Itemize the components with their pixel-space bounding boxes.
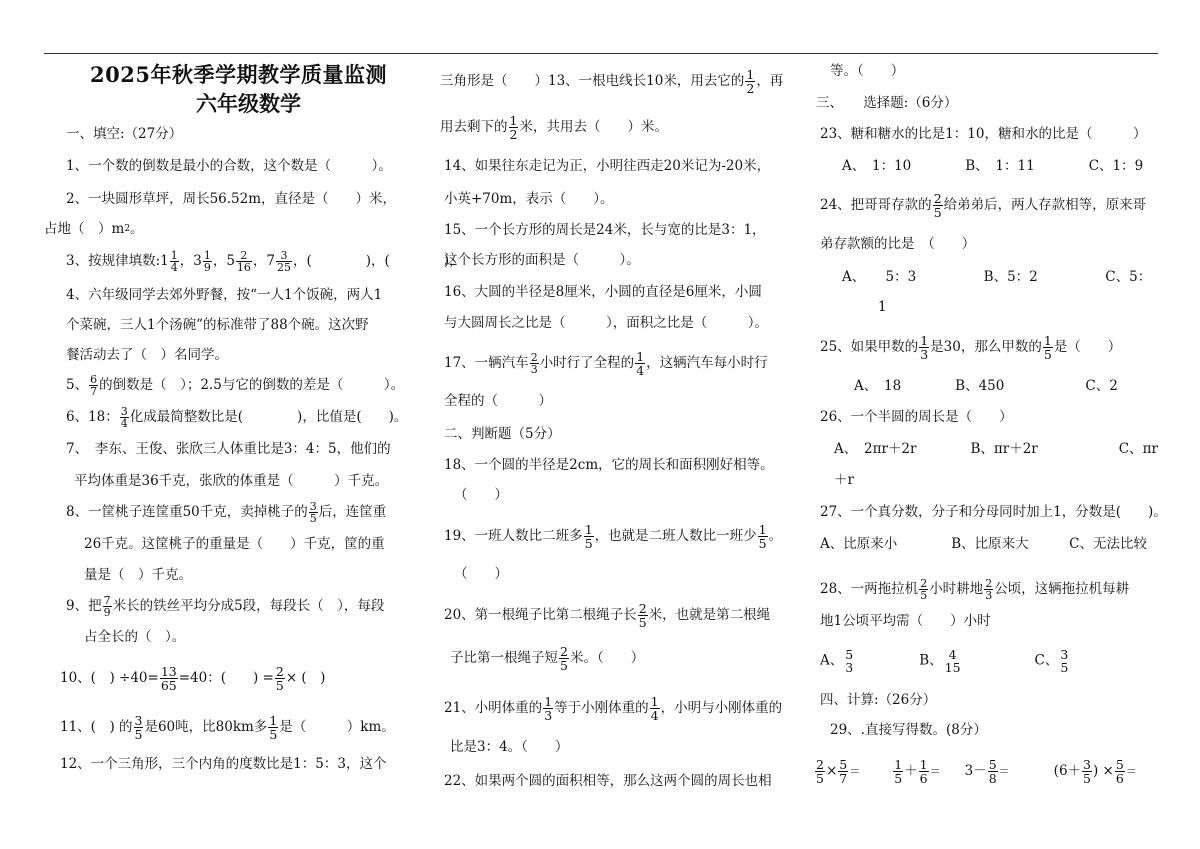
question-6: 6、18： $\frac{3}{4}$ 化成最简整数比是( )，比值是( )。 <box>66 405 408 430</box>
question-16: 16、大圆的半径是8厘米，小圆的直径是6厘米，小圆 <box>444 284 762 300</box>
fraction: 5 3 <box>845 647 854 675</box>
fraction: $\frac{2}{5}$ <box>920 577 928 602</box>
fraction: $\frac{2}{3}$ <box>985 577 993 602</box>
section-calculation: 四、计算:（26分） <box>820 692 937 708</box>
fraction: 3 5 <box>1060 647 1069 675</box>
question-15: 15、一个长方形的周长是24米，长与宽的比是3：1， <box>444 222 766 238</box>
top-rule <box>44 53 1158 54</box>
question-9-cont: 占全长的（ ）。 <box>84 629 186 645</box>
question-29: 29、.直接写得数。(8分） <box>830 722 987 738</box>
question-26-options: A、 2πr＋2r B、πr＋2r C、πr <box>834 441 1158 457</box>
fraction: $\frac{7}{9}$ <box>103 594 111 619</box>
question-14: 14、如果往东走记为正，小明往西走20米记为-20米， <box>444 158 771 174</box>
question-10: 10、( ) ÷40= $\frac{13}{65}$ =40：( ) = $\frac{2}{5}$ × ( ) <box>60 664 326 693</box>
question-27-options: A、比原来小 B、比原来大 C、无法比较 <box>820 536 1147 552</box>
fraction: $\frac{1}{3}$ <box>920 333 929 362</box>
question-2-cont: 占地（ ）$m^2$。 <box>44 221 144 237</box>
question-25: 25、如果甲数的 $\frac{1}{3}$ 是30，那么甲数的 $\frac{1}{5}$ 是（ ） <box>820 333 1122 362</box>
question-20-cont: 子比第一根绳子短 $\frac{2}{5}$ 米。（ ） <box>450 644 645 673</box>
fraction: $\frac{2}{5}$ <box>638 601 647 630</box>
fraction: $\frac{1}{3}$ <box>544 694 553 723</box>
section-true-false: 二、判断题（5分） <box>444 426 561 442</box>
question-24-options: A、 5：3 B、5：2 C、5： <box>842 269 1152 285</box>
fraction: $\frac{1}{2}$ <box>746 67 755 96</box>
question-4-cont: 个菜碗，三人1个汤碗”的标准带了88个碗。这次野 <box>66 317 369 333</box>
question-4: 4、六年级同学去郊外野餐，按“一人1个饭碗，两人1 <box>66 287 383 303</box>
fraction: $\frac{1}{5}$ <box>758 522 767 551</box>
question-18: 18、一个圆的半径是2cm，它的周长和面积刚好相等。 <box>444 457 774 473</box>
calc-row <box>814 758 1137 785</box>
question-7: 7、 李东、王俊、张欣三人体重比是3：4：5，他们的 <box>66 441 391 457</box>
question-21: 21、小明体重的 $\frac{1}{3}$ 等于小刚体重的 $\frac{1}{4}$ ，小明与小刚体重的 <box>444 694 783 723</box>
question-19-answer: （ ） <box>454 566 508 582</box>
question-18-answer: （ ） <box>454 487 508 503</box>
fraction: $\frac{3}{5}$ <box>309 500 317 525</box>
fraction: $\frac{2}{5}$ <box>560 644 568 673</box>
section-choice: 三、 选择题:（6分） <box>816 95 958 111</box>
question-23: 23、糖和糖水的比是1：10，糖和水的比是（ ） <box>820 126 1147 142</box>
fraction: 4 15 <box>944 647 961 675</box>
question-14-cont: 小英+70m，表示（ ）。 <box>444 191 614 207</box>
question-20: 20、第一根绳子比第二根绳子长 $\frac{2}{5}$ 米，也就是第二根绳 <box>444 601 771 630</box>
question-28-options: A、 5 3 B、 4 15 C、 3 5 <box>820 647 1069 675</box>
fraction: $\frac{1}{4}$ <box>650 694 659 723</box>
question-26: 26、一个半圆的周长是（ ） <box>820 409 1013 425</box>
exam-title: 2025年秋季学期教学质量监测 <box>90 62 387 87</box>
question-2: 2、一块圆形草坪，周长56.52m，直径是（ ）米， <box>66 191 397 207</box>
question-24: 24、把哥哥存款的 $\frac{2}{5}$ 给弟弟后，两人存款相等，原来哥 <box>820 191 1147 220</box>
question-28: 28、一两拖拉机 $\frac{2}{5}$ 小时耕地 $\frac{2}{3}$ 公顷，这辆拖拉机每耕 <box>820 577 1130 602</box>
fraction: $\frac{2}{3}$ <box>530 351 538 376</box>
fraction: $\frac{13}{65}$ <box>160 664 177 693</box>
calc-1: $\frac{2}{5}$ × $\frac{5}{7}$ ＝ <box>816 757 861 786</box>
fraction: $\frac{1}{5}$ <box>269 713 278 742</box>
question-8-cont: 量是（ ）千克。 <box>84 567 192 583</box>
question-28-cont: 地1公顷平均需（ ）小时 <box>820 613 991 629</box>
question-15-cont: 这个长方形的面积是（ ）。 <box>444 252 640 268</box>
question-11: 11、( ) 的 $\frac{3}{5}$ 是60吨，比80km多 $\frac{1}{5}$ 是（ ）km。 <box>60 713 395 742</box>
question-5: 5、 $\frac{6}{7}$ 的倒数是（ ）；2.5与它的倒数的差是（ ）。 <box>66 373 405 398</box>
question-17: 17、一辆汽车 $\frac{2}{3}$ 小时行了全程的 $\frac{1}{4}$ ，这辆汽车每小时行 <box>444 349 768 378</box>
calc-2: $\frac{1}{5}$ ＋ $\frac{1}{6}$ ＝ <box>894 757 941 786</box>
fraction: $\frac{1}{4}$ <box>170 249 178 274</box>
question-8-cont: 26千克。这筐桃子的重量是（ ）千克，筐的重 <box>84 536 385 552</box>
fraction: $\frac{3}{5}$ <box>134 713 143 742</box>
fraction: $\frac{2}{5}$ <box>933 191 942 220</box>
question-13-cont: 用去剩下的 $\frac{1}{2}$ 米，共用去（ ）米。 <box>440 113 668 142</box>
question-16-cont: 与大圆周长之比是（ ），面积之比是（ ）。 <box>444 315 768 331</box>
question-8: 8、一筐桃子连筐重50千克，卖掉桃子的 $\frac{3}{5}$ 后，连筐重 <box>66 500 387 525</box>
section-fill-blank: 一、填空:（27分） <box>66 126 183 142</box>
question-12-cont: 三角形是（ ）13、一根电线长10米，用去它的 $\frac{1}{2}$ ，再 <box>440 67 784 96</box>
fraction: $\frac{6}{7}$ <box>90 373 98 398</box>
calc-4: (6＋ $\frac{3}{5}$ ) × $\frac{5}{6}$ ＝ <box>1053 757 1137 786</box>
question-9: 9、把 $\frac{7}{9}$ 米长的铁丝平均分成5段，每段长（ ），每段 <box>66 594 385 619</box>
question-27: 27、一个真分数，分子和分母同时加上1，分数是( )。 <box>820 504 1167 520</box>
question-21-cont: 比是3：4。（ ） <box>450 739 569 755</box>
fraction: $\frac{3}{4}$ <box>120 405 128 430</box>
calc-3: 3－ $\frac{5}{8}$ ＝ <box>964 757 1010 786</box>
question-25-options: A、 18 B、450 C、2 <box>854 378 1118 394</box>
question-26-options-cont: ＋r <box>834 472 854 488</box>
fraction: $\frac{2}{5}$ <box>275 664 284 693</box>
question-24-cont: 弟存款额的比是 （ ） <box>820 236 976 252</box>
fraction: $\frac{1}{2}$ <box>509 113 518 142</box>
question-24-options-cont: 1 <box>878 299 887 315</box>
exam-subtitle: 六年级数学 <box>196 91 301 116</box>
fraction: $\frac{1}{5}$ <box>1043 333 1052 362</box>
question-17-cont: 全程的（ ） <box>444 393 552 409</box>
fraction: $\frac{1}{4}$ <box>636 349 645 378</box>
fraction: $\frac{2}{16}$ <box>236 249 251 274</box>
question-12: 12、一个三角形，三个内角的度数比是1：5：3，这个 <box>60 756 387 772</box>
fraction: $\frac{3}{25}$ <box>277 249 292 274</box>
fraction: $\frac{1}{9}$ <box>203 249 211 274</box>
question-3: 3、按规律填数:1 $\frac{1}{4}$ ，3 $\frac{1}{9}$ ，5 $\frac{2}{16}$ ，7 $\frac{3}{25}$ ，( )，( )， <box>66 249 463 274</box>
question-19: 19、一班人数比二班多 $\frac{1}{5}$ ，也就是二班人数比一班少 $\frac{1}{5}$ 。 <box>444 522 783 551</box>
question-23-options: A、 1：10 B、 1：11 C、1：9 <box>842 158 1144 174</box>
fraction: $\frac{1}{5}$ <box>584 522 593 551</box>
question-7-cont: 平均体重是36千克，张欣的体重是（ ）千克。 <box>74 473 389 489</box>
question-4-cont: 餐活动去了（ ）名同学。 <box>66 347 228 363</box>
question-1: 1、一个数的倒数是最小的合数，这个数是（ ）。 <box>66 158 392 174</box>
question-22: 22、如果两个圆的面积相等，那么这两个圆的周长也相 <box>444 773 772 789</box>
question-22-cont: 等。（ ） <box>830 63 905 79</box>
